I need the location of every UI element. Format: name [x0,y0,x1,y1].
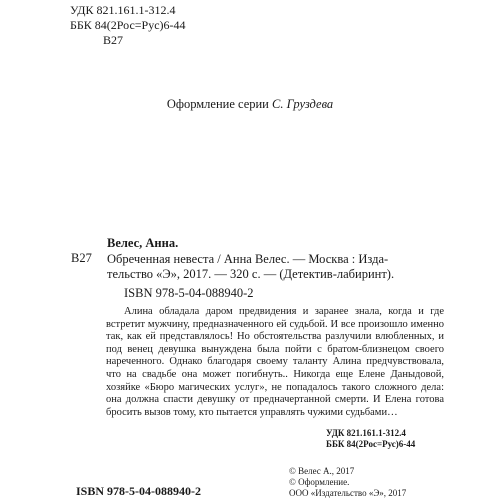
bbk-code: ББК 84(2Рос=Рус)6-44 [70,18,186,32]
record-isbn: ISBN 978-5-04-088940-2 [124,286,254,300]
annotation-text: Алина обладала даром предвидения и заранее знала, когда и где встретит мужчину, предназначенного ей судьбой. И все произошло именно так, как ей представлялось! Но обстоятельства разлучили влюбленных, и под венец девушка вынуждена была пойти с братом-близнецом своего нареченного. Однако благодаря своему таланту Алина предчувствовала, что на свадьбе она может погибнуть.. Никогда еще Елене Даныдовой, хозяйке «Бюро магических услуг», не попадалось такого сложного дела: она должна спасти девушку от предначертанной смерти. И Елена готова бросить вызов тому, кто пытается управлять чужими судьбами… [106,306,444,418]
footer-bbk: ББК 84(2Рос=Рус)6-44 [326,439,416,449]
series-designer: С. Груздева [272,97,334,111]
copyright-author: © Велес А., 2017 [289,466,355,476]
series-label: Оформление серии [166,97,269,111]
author-sign: В27 [103,33,124,47]
footer-udk: УДК 821.161.1-312.4 [326,428,406,438]
series-design-credit [0,97,500,112]
udk-code: УДК 821.161.1-312.4 [70,3,176,17]
record-author: Велес, Анна. [107,236,179,250]
record-description-line-2: тельство «Э», 2017. — 320 с. — (Детектив-лабиринт). [107,267,395,281]
copyright-publisher: ООО «Издательство «Э», 2017 [289,488,407,498]
record-author-sign: В27 [71,251,92,265]
copyright-block [289,466,406,499]
footer-isbn: ISBN 978-5-04-088940-2 [76,484,201,498]
classification-header [70,3,186,48]
record-description-line-1: Обреченная невеста / Анна Велес. — Москва : Изда- [107,252,389,266]
bibliographic-record [107,236,447,282]
footer-classification [326,428,415,450]
copyright-design: © Оформление. [289,477,350,487]
